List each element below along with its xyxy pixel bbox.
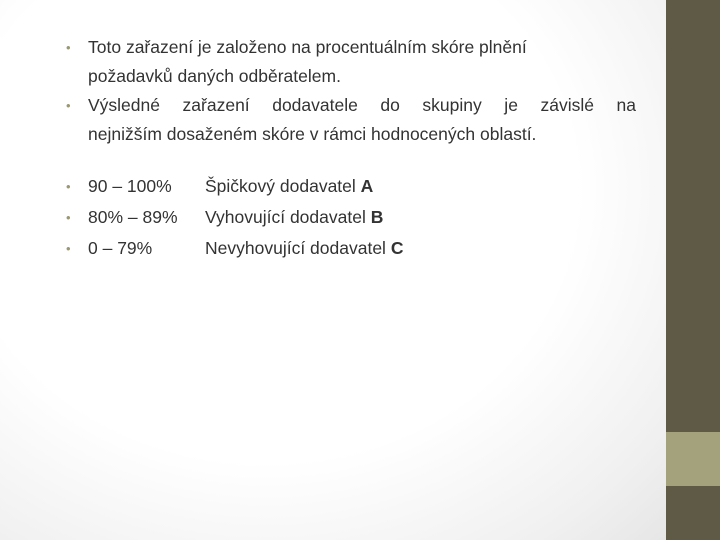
bullet-icon: • [66, 179, 71, 194]
grade-row [66, 233, 636, 264]
bullet-icon: • [66, 210, 71, 225]
paragraph-line: Toto zařazení je založeno na procentuálním skóre plnění [88, 37, 527, 57]
paragraph-line: požadavků daných odběratelem. [88, 66, 341, 86]
grade-label: Vyhovující dodavatel [205, 207, 371, 227]
grade-range: 90 – 100% [88, 176, 172, 196]
bullet-icon: • [66, 241, 71, 256]
sidebar-accent-block [666, 432, 720, 486]
grade-range: 0 – 79% [88, 238, 153, 258]
grade-label: Špičkový dodavatel [205, 176, 361, 196]
paragraph-line: nejnižším dosaženém skóre v rámci hodnocených oblastí. [88, 124, 537, 144]
decorative-sidebar [666, 0, 720, 540]
bullet-paragraph [66, 91, 636, 149]
bullet-paragraph [66, 33, 636, 91]
bullet-icon: • [66, 40, 71, 55]
grade-label: Nevyhovující dodavatel [205, 238, 391, 258]
grade-range: 80% – 89% [88, 207, 178, 227]
grade-row [66, 202, 636, 233]
spacer [66, 149, 636, 171]
grade-letter: A [360, 176, 374, 196]
grade-row [66, 171, 636, 202]
grade-letter: C [390, 238, 404, 258]
grade-letter: B [370, 207, 384, 227]
slide-body [66, 33, 636, 264]
bullet-icon: • [66, 98, 71, 113]
paragraph-line: Výsledné zařazení dodavatele do skupiny je závislé na [88, 95, 636, 115]
